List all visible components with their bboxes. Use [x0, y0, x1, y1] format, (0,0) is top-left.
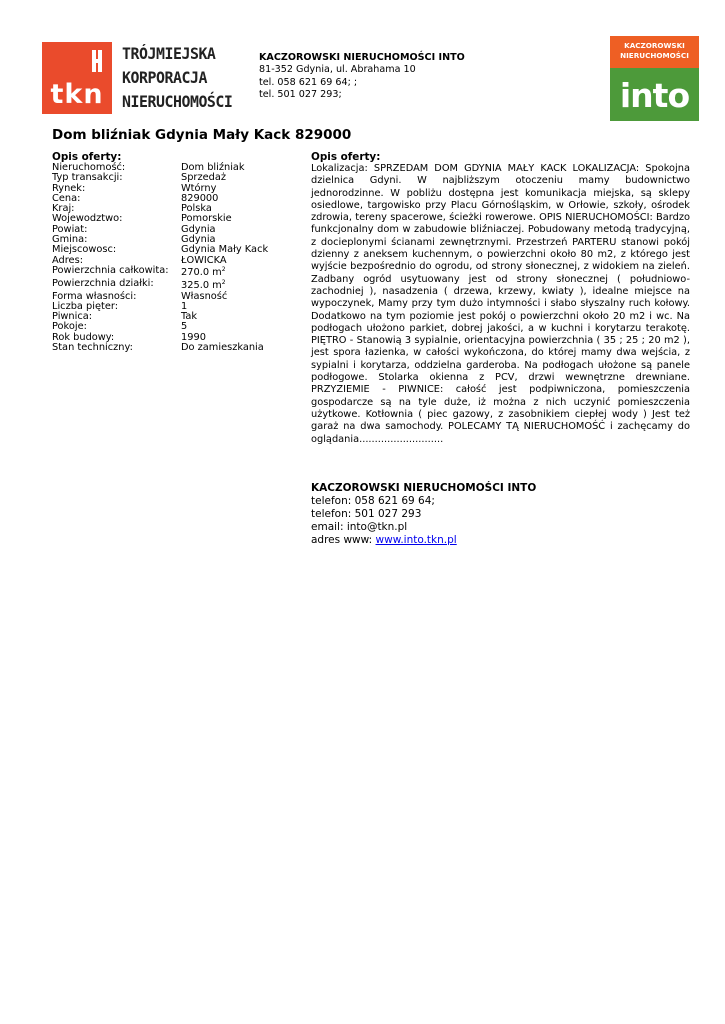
detail-value-text: Do zamieszkania [181, 342, 264, 354]
detail-value-text: Wtórny [181, 182, 217, 194]
contact-email: email: into@tkn.pl [311, 521, 408, 533]
detail-value-text: Własność [181, 290, 228, 302]
detail-value-text: Sprzedaż [181, 172, 226, 184]
tkn-logo-line-3: NIERUCHOMOŚCI [122, 92, 233, 111]
agency-name: KACZOROWSKI NIERUCHOMOŚCI INTO [259, 52, 465, 63]
detail-value-text: 270.0 m [181, 267, 222, 279]
detail-label: Powiat: [52, 223, 88, 235]
contact-www-label: adres www: [311, 534, 376, 546]
detail-value-sup: 2 [221, 266, 226, 274]
detail-value-text: 1990 [181, 331, 206, 343]
detail-value-text: Gdynia Mały Kack [181, 244, 269, 256]
into-logo-line-2: NIERUCHOMOŚCI [620, 51, 689, 60]
detail-value-text: 5 [181, 321, 188, 333]
into-logo-top [610, 36, 699, 68]
tkn-logo-line-2: KORPORACJA [122, 68, 207, 87]
detail-row [52, 173, 292, 183]
detail-label: Powierzchnia działki: [52, 277, 154, 289]
detail-label: Stan techniczny: [52, 342, 133, 354]
detail-label: Rok budowy: [52, 331, 115, 343]
detail-label: Kraj: [52, 203, 75, 215]
tkn-logo-line-1: TRÓJMIEJSKA [122, 44, 216, 63]
tkn-logo-mark-icon [92, 50, 104, 72]
contact-phone-2: telefon: 501 027 293 [311, 508, 422, 520]
agency-address: 81-352 Gdynia, ul. Abrahama 10 [259, 64, 416, 76]
into-logo-line-1: KACZOROWSKI [624, 41, 685, 50]
detail-value [181, 256, 227, 266]
tkn-logo [42, 42, 234, 116]
detail-label: Piwnica: [52, 311, 93, 323]
detail-label: Liczba pięter: [52, 300, 119, 312]
tkn-logo-short: tkn [50, 79, 104, 110]
detail-value-text: Pomorskie [181, 213, 232, 225]
agency-info [259, 52, 465, 102]
detail-value-text: 1 [181, 300, 188, 312]
agency-phone-2: tel. 501 027 293; [259, 89, 342, 101]
detail-value-text: ŁOWICKA [181, 254, 227, 266]
detail-value-sup: 2 [221, 279, 226, 287]
detail-label: Typ transakcji: [52, 172, 123, 184]
detail-value-text: Gdynia [181, 223, 216, 235]
detail-value-text: 325.0 m [181, 280, 222, 292]
contact-www-link[interactable]: www.into.tkn.pl [375, 534, 457, 546]
detail-label: Wojewodztwo: [52, 213, 123, 225]
detail-value-text: Dom bliźniak [181, 162, 245, 173]
detail-value-text: Polska [181, 203, 212, 215]
tkn-logo-words [122, 42, 233, 114]
detail-label: Gmina: [52, 234, 88, 246]
detail-label: Rynek: [52, 182, 86, 194]
description-section [311, 151, 690, 446]
detail-row [52, 266, 292, 279]
detail-row [52, 225, 292, 235]
detail-row [52, 343, 292, 353]
contact-section [311, 482, 536, 547]
detail-value [181, 268, 226, 278]
detail-row [52, 312, 292, 322]
detail-value-text: 829000 [181, 192, 219, 204]
detail-value [181, 292, 227, 302]
into-logo [610, 36, 699, 121]
detail-row [52, 194, 292, 204]
into-logo-word: into [619, 76, 690, 115]
detail-label: Nieruchomość: [52, 162, 126, 173]
detail-label: Cena: [52, 192, 81, 204]
description-text: Lokalizacja: SPRZEDAM DOM GDYNIA MAŁY KACK LOKALIZACJA: Spokojna dzielnica Gdyni. W najbliższym otoczeniu mamy budownictwo jednorodzinne. W pobliżu dostępna jest komunikacja miejska, są sklepy osiedlowe, targowisko przy Placu Górnośląskim, w Orłowie, szkoły, ośrodek zdrowia, tereny spacerowe, ścieżki rowerowe. OPIS NIERUCHOMOŚCI: Bardzo funkcjonalny dom w zabudowie bliźniaczej. Pobudowany metodą tradycyjną, z docieplonymi ścianami zewnętrznymi. Przestrzeń PARTERU stanowi pokój dzienny z aneksem kuchennym, o powierzchni około 80 m2, z którego jest wyjście bezpośrednio do ogrodu, od strony słonecznej, z widokiem na zieleń. Zadbany ogród usytuowany jest od strony słonecznej ( południowo-zachodniej ), nasadzenia ( drzewa, krzewy, kwiaty ), idealne miejsce na wypoczynek, Mamy przy tym dużo intymności i słabo słyszalny ruch kołowy. Dodatkowo na tym poziomie jest pokój o powierzchni około 20 m2 i wc. Na podłogach ułożono parkiet, dobrej jakości, a w kuchni i korytarzu terakotę. PIĘTRO - Stanowią 3 sypialnie, orientacyjna powierzchnia ( 35 ; 25 ; 20 m2 ), jest spora łazienka, w całości wykończona, do której mamy dwa wejścia, z sypialni i korytarza, oddzielna garderoba. Na podłogach ułożone są panele podłogowe. Stolarka okienna z PCV, drzwi wewnętrzne drewniane. PRZYZIEMIE - PIWNICE: całość jest podpiwniczona, pomieszczenia gospodarcze są na tyle duże, iż można z nich uczynić pomieszczenia użytkowe. Kotłownia ( piec gazowy, z zasobnikiem ciepłej wody ) Jest też garaż na dwa samochody. POLECAMY TĄ NIERUCHOMOŚĆ i zachęcamy do oglądania........................... [311, 163, 690, 445]
detail-label: Adres: [52, 254, 83, 266]
details-list [52, 163, 292, 353]
detail-label: Forma własności: [52, 290, 137, 302]
detail-value [181, 343, 264, 353]
detail-value-text: Tak [181, 311, 198, 323]
detail-row [52, 245, 292, 255]
detail-label: Miejscowosc: [52, 244, 117, 256]
tkn-logo-box [42, 42, 112, 114]
agency-phone-1: tel. 058 621 69 64; ; [259, 76, 358, 88]
detail-row [52, 184, 292, 194]
detail-value-text: Gdynia [181, 234, 216, 246]
details-section [52, 151, 292, 353]
details-heading: Opis oferty: [52, 151, 122, 163]
detail-row [52, 214, 292, 224]
detail-label: Powierzchnia całkowita: [52, 264, 169, 276]
contact-name: KACZOROWSKI NIERUCHOMOŚCI INTO [311, 482, 537, 494]
description-heading: Opis oferty: [311, 151, 381, 163]
contact-www [311, 534, 536, 547]
detail-row [52, 279, 292, 292]
listing-title: Dom bliźniak Gdynia Mały Kack 829000 [52, 127, 352, 143]
contact-phone-1: telefon: 058 621 69 64; [311, 495, 435, 507]
detail-label: Pokoje: [52, 321, 87, 333]
